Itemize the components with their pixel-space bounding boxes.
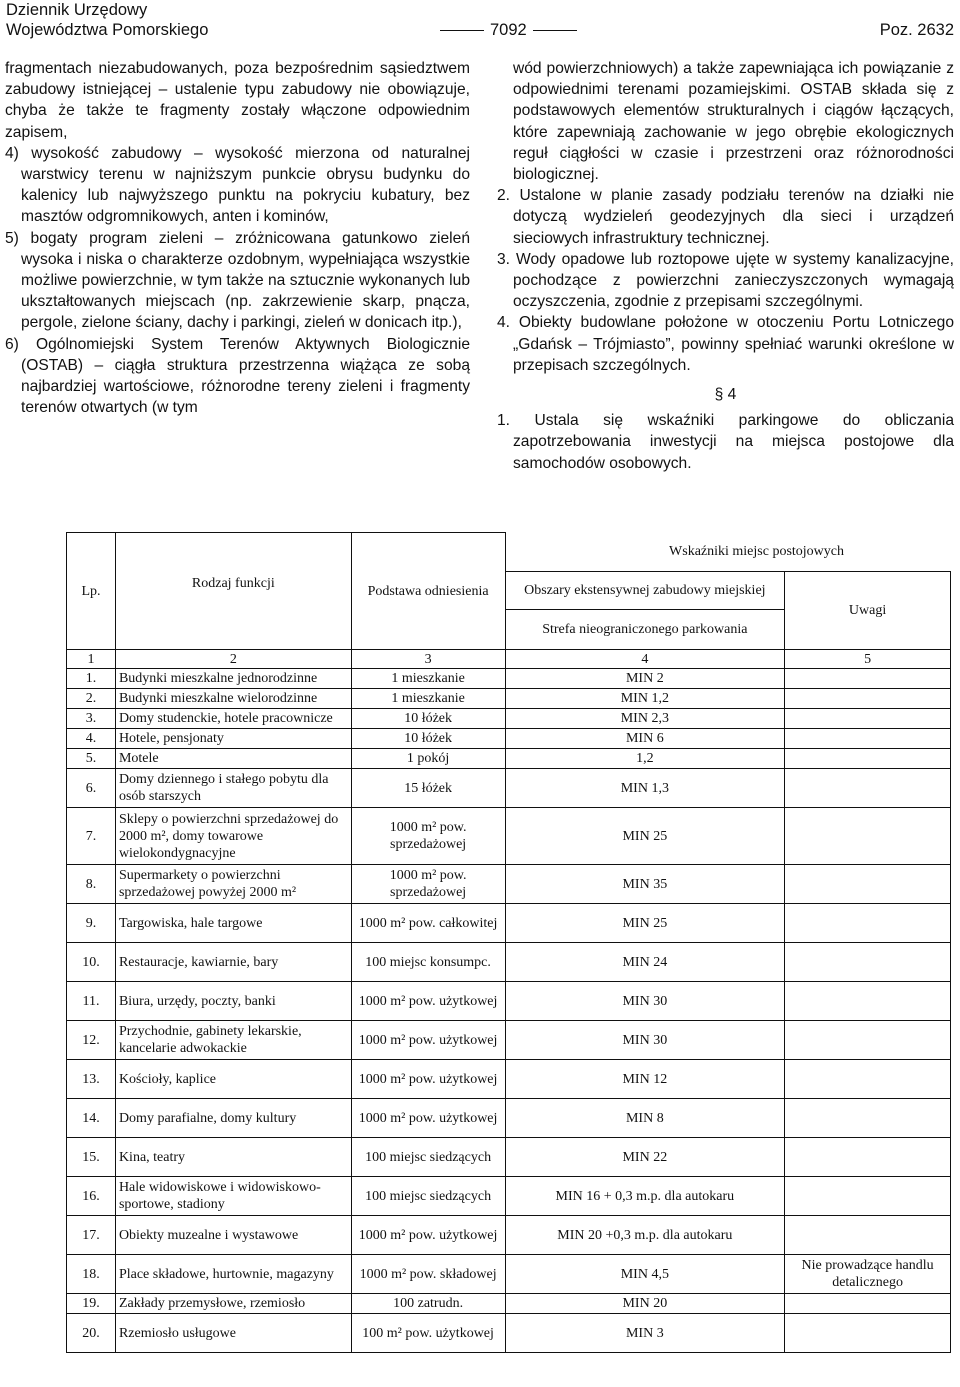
row-uwagi: [785, 1177, 951, 1216]
table-row: [67, 669, 951, 689]
row-podstawa: 100 miejsc konsumpc.: [351, 943, 505, 982]
row-podstawa: 15 łóżek: [351, 769, 505, 808]
row-wskaznik: MIN 6: [505, 729, 785, 749]
table-row: [67, 689, 951, 709]
row-podstawa: 1000 m² pow. użytkowej: [351, 1021, 505, 1060]
table-row: [67, 982, 951, 1021]
row-lp: 3.: [67, 709, 116, 729]
table-row: [67, 808, 951, 865]
row-podstawa: 1000 m² pow. użytkowej: [351, 982, 505, 1021]
page-number: 7092: [434, 20, 583, 40]
row-rodzaj: Biura, urzędy, poczty, banki: [115, 982, 351, 1021]
row-podstawa: 100 m² pow. użytkowej: [351, 1314, 505, 1353]
position-number: Poz. 2632: [879, 21, 954, 39]
journal-title-line2: Województwa Pomorskiego: [6, 21, 209, 39]
row-lp: 4.: [67, 729, 116, 749]
row-podstawa: 100 miejsc siedzących: [351, 1138, 505, 1177]
journal-title-line1: Dziennik Urzędowy: [6, 1, 148, 19]
row-uwagi: [785, 1138, 951, 1177]
row-lp: 7.: [67, 808, 116, 865]
row-podstawa: 1000 m² pow. sprzedażowej: [351, 865, 505, 904]
list-item: 4) wysokość zabudowy – wysokość mierzona od naturalnej warstwicy terenu w najniższym punkcie obrysu budynku do kalenicy lub najwyższego punktu na pokryciu kubatury, bez masztów odgromnikowych, anten i kominów,: [5, 144, 470, 226]
row-podstawa: 1000 m² pow. użytkowej: [351, 1060, 505, 1099]
section-heading: § 4: [714, 386, 737, 404]
row-uwagi: [785, 1314, 951, 1353]
row-podstawa: 1000 m² pow. sprzedażowej: [351, 808, 505, 865]
paragraph: fragmentach niezabudowanych, poza bezpośrednim sąsiedztwem zabudowy istniejącej – ustalenie typu zabudowy nie obowiązuje, chyba że także te fragmenty zostały włączone odpowiednim zapisem,: [5, 60, 470, 141]
row-rodzaj: Restauracje, kawiarnie, bary: [115, 943, 351, 982]
row-lp: 20.: [67, 1314, 116, 1353]
row-lp: 8.: [67, 865, 116, 904]
row-rodzaj: Sklepy o powierzchni sprzedażowej do 2000 m², domy towarowe wielokondygnacyjne: [115, 808, 351, 865]
row-uwagi: [785, 943, 951, 982]
row-rodzaj: Domy dziennego i stałego pobytu dla osób starszych: [115, 769, 351, 808]
list-item: 1. Ustala się wskaźniki parkingowe do obliczania zapotrzebowania inwestycji na miejsca postojowe dla samochodów osobowych.: [497, 412, 954, 472]
row-rodzaj: Hale widowiskowe i widowiskowo-sportowe, stadiony: [115, 1177, 351, 1216]
row-uwagi: [785, 729, 951, 749]
row-podstawa: 10 łóżek: [351, 709, 505, 729]
row-uwagi: [785, 1099, 951, 1138]
header-lp: Lp.: [67, 533, 116, 650]
row-wskaznik: MIN 16 + 0,3 m.p. dla autokaru: [505, 1177, 785, 1216]
row-uwagi: [785, 669, 951, 689]
row-podstawa: 100 miejsc siedzących: [351, 1177, 505, 1216]
header-obszary: Obszary ekstensywnej zabudowy miejskiej: [505, 572, 785, 610]
row-wskaznik: MIN 24: [505, 943, 785, 982]
row-rodzaj: Zakłady przemysłowe, rzemiosło: [115, 1294, 351, 1314]
row-lp: 14.: [67, 1099, 116, 1138]
row-rodzaj: Kina, teatry: [115, 1138, 351, 1177]
table-row: [67, 769, 951, 808]
row-wskaznik: MIN 12: [505, 1060, 785, 1099]
table-row: [67, 709, 951, 729]
row-lp: 1.: [67, 669, 116, 689]
table-row: [67, 1099, 951, 1138]
row-uwagi: [785, 865, 951, 904]
table-row: [67, 1138, 951, 1177]
header-rodzaj: Rodzaj funkcji: [115, 533, 351, 650]
table-row: [67, 1314, 951, 1353]
left-column: [5, 58, 470, 418]
table-row: [67, 1060, 951, 1099]
parking-table: [66, 532, 951, 1353]
table-row: [67, 865, 951, 904]
list-item: 5) bogaty program zieleni – zróżnicowana gatunkowo zieleń wysoka i niska o charakterze ozdobnym, wypełniająca wszystkie możliwe powierzchnie, w tym także na sztucznie wykonanych lub ukształtowanych miejscach (np. zakrzewienie skarp, pnącza, pergole, zielone ściany, dachy i parkingi, zieleń w donicach itp.),: [5, 229, 470, 332]
row-wskaznik: MIN 30: [505, 1021, 785, 1060]
list-item: 3. Wody opadowe lub roztopowe ujęte w systemy kanalizacyjne, pochodzące z powierzchni zanieczyszczonych wymagają oczyszczenia, zgodnie z przepisami szczególnymi.: [497, 250, 954, 311]
row-podstawa: 1000 m² pow. użytkowej: [351, 1099, 505, 1138]
header-podstawa: Podstawa odniesienia: [351, 533, 505, 650]
row-wskaznik: MIN 25: [505, 904, 785, 943]
row-lp: 12.: [67, 1021, 116, 1060]
row-podstawa: 1 mieszkanie: [351, 669, 505, 689]
row-rodzaj: Kościoły, kaplice: [115, 1060, 351, 1099]
row-lp: 9.: [67, 904, 116, 943]
row-podstawa: 1 mieszkanie: [351, 689, 505, 709]
row-uwagi: [785, 749, 951, 769]
row-podstawa: 1000 m² pow. składowej: [351, 1255, 505, 1294]
row-wskaznik: MIN 22: [505, 1138, 785, 1177]
row-lp: 16.: [67, 1177, 116, 1216]
row-uwagi: [785, 1216, 951, 1255]
paragraph: wód powierzchniowych) a także zapewniająca ich powiązanie z odpowiednimi terenami pozamiejskimi. OSTAB składa się z podstawowych elementów strukturalnych i ciągów łączących, które zapewniają zachowanie w jego obrębie ekologicznych reguł ciągłości w czasie i przestrzeni oraz różnorodności biologicznej.: [513, 60, 954, 184]
row-uwagi: [785, 769, 951, 808]
row-wskaznik: MIN 1,3: [505, 769, 785, 808]
row-uwagi: [785, 689, 951, 709]
row-podstawa: 1 pokój: [351, 749, 505, 769]
row-wskaznik: 1,2: [505, 749, 785, 769]
row-lp: 2.: [67, 689, 116, 709]
header-uwagi: Uwagi: [785, 572, 951, 650]
header-wskazniki: Wskaźniki miejsc postojowych: [505, 533, 950, 572]
row-wskaznik: MIN 20 +0,3 m.p. dla autokaru: [505, 1216, 785, 1255]
row-uwagi: [785, 1021, 951, 1060]
row-wskaznik: MIN 2,3: [505, 709, 785, 729]
table-row: [67, 1021, 951, 1060]
column-numbers-row: 1 2 3 4 5: [67, 650, 951, 669]
row-rodzaj: Domy studenckie, hotele pracownicze: [115, 709, 351, 729]
table-row: [67, 1294, 951, 1314]
row-podstawa: 1000 m² pow. całkowitej: [351, 904, 505, 943]
table-row: [67, 1216, 951, 1255]
row-rodzaj: Domy parafialne, domy kultury: [115, 1099, 351, 1138]
list-item: 4. Obiekty budowlane położone w otoczeniu Portu Lotniczego „Gdańsk – Trójmiasto”, powinny spełniać warunki określone w przepisach szczególnych.: [497, 314, 954, 374]
row-wskaznik: MIN 30: [505, 982, 785, 1021]
header-strefa: Strefa nieograniczonego parkowania: [505, 610, 785, 650]
table-row: [67, 943, 951, 982]
row-lp: 19.: [67, 1294, 116, 1314]
row-lp: 5.: [67, 749, 116, 769]
row-uwagi: Nie prowadzące handlu detalicznego: [785, 1255, 951, 1294]
row-wskaznik: MIN 4,5: [505, 1255, 785, 1294]
row-lp: 6.: [67, 769, 116, 808]
row-rodzaj: Przychodnie, gabinety lekarskie, kancelarie adwokackie: [115, 1021, 351, 1060]
row-lp: 15.: [67, 1138, 116, 1177]
row-uwagi: [785, 904, 951, 943]
row-uwagi: [785, 808, 951, 865]
row-uwagi: [785, 1294, 951, 1314]
row-rodzaj: Place składowe, hurtownie, magazyny: [115, 1255, 351, 1294]
row-rodzaj: Budynki mieszkalne wielorodzinne: [115, 689, 351, 709]
list-item: 6) Ogólnomiejski System Terenów Aktywnych Biologicznie (OSTAB) – ciągła struktura przestrzenna wiążąca ze sobą najbardziej wartościowe, różnorodne tereny zieleni i fragmenty terenów otwartych (w tym: [5, 335, 470, 417]
table-row: [67, 1255, 951, 1294]
table-row: [67, 904, 951, 943]
journal-title: [6, 0, 208, 40]
row-lp: 10.: [67, 943, 116, 982]
row-rodzaj: Budynki mieszkalne jednorodzinne: [115, 669, 351, 689]
list-item: 2. Ustalone w planie zasady podziału terenów na działki nie dotyczą wydzieleń geodezyjnych dla sieci i urządzeń sieciowych infrastruktury technicznej.: [497, 187, 954, 247]
row-lp: 11.: [67, 982, 116, 1021]
row-wskaznik: MIN 35: [505, 865, 785, 904]
row-rodzaj: Supermarkety o powierzchni sprzedażowej powyżej 2000 m²: [115, 865, 351, 904]
table-row: [67, 749, 951, 769]
row-rodzaj: Targowiska, hale targowe: [115, 904, 351, 943]
row-lp: 17.: [67, 1216, 116, 1255]
table-row: [67, 1177, 951, 1216]
row-wskaznik: MIN 25: [505, 808, 785, 865]
row-wskaznik: MIN 1,2: [505, 689, 785, 709]
row-rodzaj: Obiekty muzealne i wystawowe: [115, 1216, 351, 1255]
row-lp: 13.: [67, 1060, 116, 1099]
row-uwagi: [785, 709, 951, 729]
row-wskaznik: MIN 2: [505, 669, 785, 689]
table-row: [67, 729, 951, 749]
row-rodzaj: Rzemiosło usługowe: [115, 1314, 351, 1353]
row-rodzaj: Motele: [115, 749, 351, 769]
page-header: [6, 0, 954, 40]
row-uwagi: [785, 982, 951, 1021]
row-wskaznik: MIN 3: [505, 1314, 785, 1353]
right-column: [497, 58, 954, 474]
row-rodzaj: Hotele, pensjonaty: [115, 729, 351, 749]
row-wskaznik: MIN 8: [505, 1099, 785, 1138]
row-podstawa: 10 łóżek: [351, 729, 505, 749]
row-podstawa: 1000 m² pow. użytkowej: [351, 1216, 505, 1255]
row-lp: 18.: [67, 1255, 116, 1294]
row-wskaznik: MIN 20: [505, 1294, 785, 1314]
row-uwagi: [785, 1060, 951, 1099]
row-podstawa: 100 zatrudn.: [351, 1294, 505, 1314]
